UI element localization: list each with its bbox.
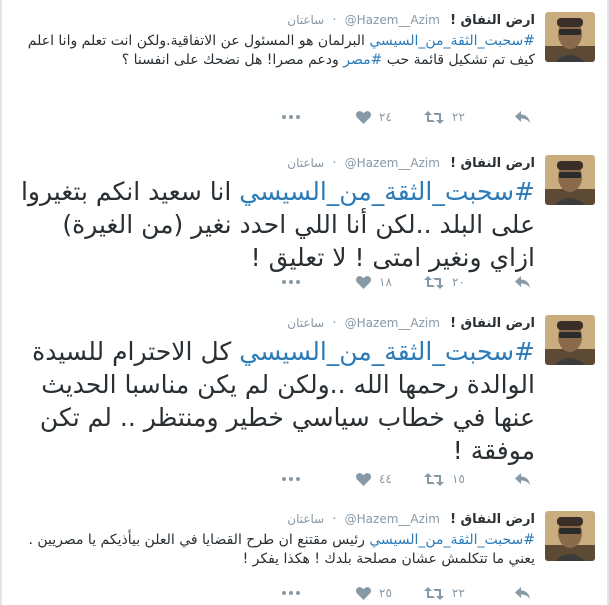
heart-icon [356, 276, 371, 289]
more-button[interactable] [282, 470, 300, 488]
screen-name[interactable]: @Hazem__Azim [344, 13, 440, 27]
retweet-count: ٢٠ [452, 275, 465, 289]
avatar-photo-icon [545, 511, 595, 561]
reply-icon [514, 472, 531, 486]
tweet-text [18, 335, 535, 467]
hashtag-link[interactable]: #سحبت_الثقة_من_السيسي [239, 337, 535, 366]
more-button[interactable] [282, 584, 300, 602]
more-button[interactable] [282, 273, 300, 291]
timestamp[interactable]: ساعتان [287, 316, 325, 330]
heart-icon [356, 111, 371, 124]
retweet-button[interactable] [424, 584, 465, 602]
retweet-count: ٢٢ [452, 110, 465, 124]
fullname[interactable]: ارض النفاق ! [450, 316, 535, 331]
avatar[interactable] [545, 12, 595, 62]
like-count: ٢٤ [379, 110, 392, 124]
retweet-button[interactable] [424, 470, 465, 488]
timestamp[interactable]: ساعتان [287, 512, 325, 526]
more-dots-icon [282, 477, 300, 481]
timestamp[interactable]: ساعتان [287, 13, 325, 27]
fullname[interactable]: ارض النفاق ! [450, 13, 535, 28]
reply-icon [514, 586, 531, 600]
retweet-button[interactable] [424, 108, 465, 126]
like-button[interactable] [356, 470, 392, 488]
tweet-body-continued: ودعم مصرا! هل نضحك على انفسنا ؟ [121, 52, 344, 68]
tweet-text [18, 32, 535, 70]
like-count: ١٨ [379, 275, 392, 289]
fullname[interactable]: ارض النفاق ! [450, 156, 535, 171]
tweet-body: كل الاحترام للسيدة الوالدة رحمها الله ..ولكن لم يكن مناسبا الحديث عنها في خطاب سياسي خطير ومنتظر .. لم تكن موفقة ! [32, 337, 535, 465]
tweet-header [14, 153, 535, 173]
separator-dot: · [332, 316, 337, 331]
retweet-button[interactable] [424, 273, 465, 291]
heart-icon [356, 587, 371, 600]
hashtag-link[interactable]: #سحبت_الثقة_من_السيسي [369, 33, 535, 49]
tweet-body: البرلمان هو المسئول عن الاتفاقية.ولكن انت تعلم وانا اعلم كيف تم تشكيل قائمة حب [27, 33, 535, 68]
hashtag-link[interactable]: #مصر [343, 52, 383, 68]
more-button[interactable] [282, 108, 300, 126]
retweet-icon [424, 276, 444, 289]
retweet-icon [424, 473, 444, 486]
tweet-item[interactable] [2, 143, 605, 304]
tweet-body: انا سعيد انكم بتغيروا على البلد ..لكن أنا اللي احدد نغير (من الغيرة) ازاي ونغير امتى ! لا تعليق ! [20, 177, 535, 272]
separator-dot: · [332, 13, 337, 28]
tweet-item[interactable] [2, 0, 605, 144]
timestamp[interactable]: ساعتان [287, 156, 325, 170]
reply-icon [514, 110, 531, 124]
tweet-item[interactable] [2, 499, 605, 605]
tweet-body: رئيس مقتنع ان طرح القضايا في العلن بيأذيكم يا مصريين . يعني ما تتكلمش عشان مصلحة بلدك ! هكذا يفكر ! [28, 532, 535, 567]
like-count: ٤٤ [379, 472, 392, 486]
avatar[interactable] [545, 315, 595, 365]
heart-icon [356, 473, 371, 486]
retweet-count: ٢٢ [452, 586, 465, 600]
separator-dot: · [332, 156, 337, 171]
like-button[interactable] [356, 273, 392, 291]
avatar-photo-icon [545, 155, 595, 205]
tweet-item[interactable] [2, 303, 605, 500]
retweet-count: ١٥ [452, 472, 465, 486]
tweet-header [14, 313, 535, 333]
avatar[interactable] [545, 511, 595, 561]
tweet-text [18, 531, 535, 569]
hashtag-link[interactable]: #سحبت_الثقة_من_السيسي [369, 532, 535, 548]
fullname[interactable]: ارض النفاق ! [450, 512, 535, 527]
tweet-actions [14, 273, 535, 291]
reply-button[interactable] [514, 584, 531, 602]
retweet-icon [424, 111, 444, 124]
tweet-header [14, 10, 535, 30]
hashtag-link[interactable]: #سحبت_الثقة_من_السيسي [239, 177, 535, 206]
reply-button[interactable] [514, 273, 531, 291]
tweet-actions [14, 470, 535, 488]
more-dots-icon [282, 591, 300, 595]
tweet-header [14, 509, 535, 529]
more-dots-icon [282, 280, 300, 284]
tweet-text [18, 175, 535, 274]
like-count: ٢٥ [379, 586, 392, 600]
reply-button[interactable] [514, 470, 531, 488]
screen-name[interactable]: @Hazem__Azim [344, 316, 440, 330]
like-button[interactable] [356, 584, 392, 602]
reply-button[interactable] [514, 108, 531, 126]
like-button[interactable] [356, 108, 392, 126]
tweet-actions [14, 584, 535, 602]
avatar-photo-icon [545, 12, 595, 62]
retweet-icon [424, 587, 444, 600]
screen-name[interactable]: @Hazem__Azim [344, 156, 440, 170]
screen-name[interactable]: @Hazem__Azim [344, 512, 440, 526]
reply-icon [514, 275, 531, 289]
separator-dot: · [332, 512, 337, 527]
avatar-photo-icon [545, 315, 595, 365]
tweet-actions [14, 108, 535, 126]
avatar[interactable] [545, 155, 595, 205]
more-dots-icon [282, 115, 300, 119]
tweet-timeline [2, 0, 607, 605]
